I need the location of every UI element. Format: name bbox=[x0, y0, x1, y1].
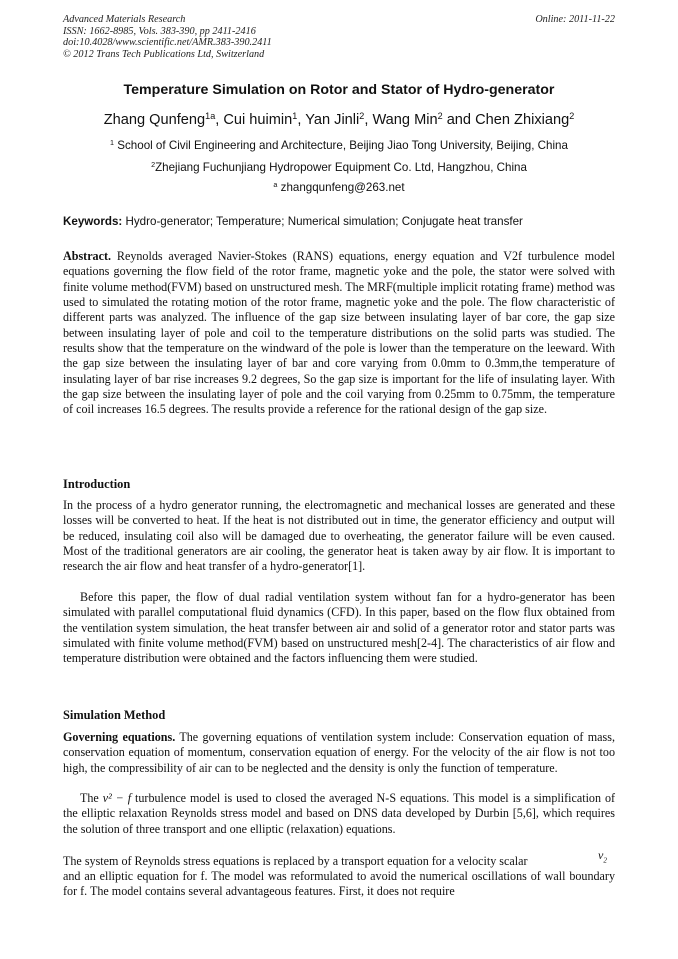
v2f-model-symbol: v² − f bbox=[102, 791, 132, 805]
issn-line: ISSN: 1662-8985, Vols. 383-390, pp 2411-2416 bbox=[63, 25, 256, 37]
turbulence-paragraph-start: The bbox=[80, 791, 99, 805]
author-sup: 2 bbox=[359, 111, 365, 122]
abstract-text: Reynolds averaged Navier-Stokes (RANS) equations, energy equation and V2f turbulence model equations governing the flow field of the rotor frame, magnetic yoke and the pole, the stator were solved with finite volume method(FVM) based on unstructured mesh. The MRF(multiple implicit rotating frame) method was used to simulated the rotating motion of the rotor frame, magnetic yoke and the pole. The flow characteristic of different parts was analyzed. The influence of the gap size between insulating layer of bar core, the gap size between insulating layer of pole and coil to the temperature distributions on the solid parts was studied. The results show that the temperature on the windward of the pole is lower than the temperature on the leeward. With the gap size between the insulating layer of bar and core varying from 0.0mm to 0.3mm,the temperature of insulating layer of bar rise increases 9.2 degrees, So the gap size is important for the life of insulating layer. With the gap size between the insulating layer of pole and the coil varying from 0.25mm to 0.75mm, the temperature of coil increases 16.5 degrees. The results provide a reference for the rational design of the gap size. bbox=[63, 249, 615, 417]
author-sup: 1 bbox=[292, 111, 298, 122]
online-date: Online: 2011-11-22 bbox=[535, 14, 615, 25]
author-separator: and bbox=[442, 112, 476, 128]
copyright-line: © 2012 Trans Tech Publications Ltd, Switzerland bbox=[63, 48, 265, 60]
journal-name: Advanced Materials Research bbox=[63, 14, 186, 25]
author-sup: 2 bbox=[569, 111, 575, 122]
paper-title: Temperature Simulation on Rotor and Stator of Hydro-generator bbox=[123, 82, 555, 98]
governing-equations-label: Governing equations. bbox=[63, 730, 176, 744]
v2-subscript: 2 bbox=[603, 856, 607, 865]
author-name: Chen Zhixiang bbox=[475, 112, 570, 128]
v2-symbol: v bbox=[598, 848, 604, 862]
keywords-text: Hydro-generator; Temperature; Numerical simulation; Conjugate heat transfer bbox=[125, 215, 523, 228]
author-separator: , bbox=[364, 112, 373, 128]
author-name: Yan Jinli bbox=[305, 112, 360, 128]
author-name: Wang Min bbox=[372, 112, 438, 128]
abstract-label: Abstract. bbox=[63, 249, 112, 263]
v2-scalar-symbol bbox=[598, 848, 607, 864]
email-sup: a bbox=[273, 180, 278, 190]
governing-equations-text: The governing equations of ventilation system include: Conservation equation of mass, conservation equation of momentum, conservation equation of energy. For the velocity of the air flow is not too high, the compressibility of air can to be neglected and the density is only the function of temperature. bbox=[63, 730, 615, 775]
author-email bbox=[63, 181, 615, 194]
author-list bbox=[40, 112, 638, 128]
author-sup: 1a bbox=[205, 111, 216, 122]
affiliation-2 bbox=[63, 161, 615, 174]
doi-line: doi:10.4028/www.scientific.net/AMR.383-390.2411 bbox=[63, 37, 272, 49]
author-separator: , bbox=[297, 112, 306, 128]
author-sup: 2 bbox=[437, 111, 443, 122]
email-text: zhangqunfeng@263.net bbox=[280, 181, 405, 194]
author-name: Cui huimin bbox=[223, 112, 293, 128]
introduction-heading: Introduction bbox=[63, 477, 131, 491]
keywords bbox=[63, 215, 623, 228]
turbulence-model-paragraph bbox=[63, 791, 615, 837]
author-separator: , bbox=[215, 112, 224, 128]
introduction-paragraph-1: In the process of a hydro generator running, the electromagnetic and mechanical losses are generated and these losses will be converted to heat. If the heat is not distributed out in time, the generator efficiency and output will be reduced, insulating coil also will be damaged due to overheating, the generator failure will be even caused. Most of the traditional generators are air cooling, the generator heat is taken away by air flow. It is important to research the air flow and heat transfer of a hydro-generator[1]. bbox=[63, 498, 615, 574]
journal-header bbox=[63, 14, 615, 60]
governing-equations-paragraph bbox=[63, 730, 615, 776]
affiliation-text: Zhejiang Fuchunjiang Hydropower Equipment Co. Ltd, Hangzhou, China bbox=[155, 161, 527, 174]
affiliation-sup: 1 bbox=[110, 138, 115, 148]
reynolds-stress-paragraph: The system of Reynolds stress equations is replaced by a transport equation for a velocity scalar bbox=[63, 854, 528, 868]
author-name: Zhang Qunfeng bbox=[103, 112, 206, 128]
elliptic-equation-paragraph: and an elliptic equation for f. The model was reformulated to avoid the numerical oscillations of wall boundary for f. The model contains several advantageous features. First, it does not require bbox=[63, 869, 615, 899]
introduction-paragraph-2: Before this paper, the flow of dual radial ventilation system without fan for a hydro-generator has been simulated with parallel computational fluid dynamics (CFD). In this paper, based on the flow flux obtained from the ventilation system simulation, the heat transfer between air and solid of a generator rotor and stator parts was simulated with finite volume method(FVM) based on unstructured mesh[2-4]. The characteristics of air flow and temperature distribution were obtained and the factors influencing them were studied. bbox=[63, 590, 615, 666]
turbulence-paragraph-text: turbulence model is used to closed the averaged N-S equations. This model is a simplification of the elliptic relaxation Reynolds stress model and based on DNS data developed by Durbin [5,6], which requires the solution of three transport and one elliptic (relaxation) equations. bbox=[63, 791, 616, 836]
affiliation-sup: 2 bbox=[151, 160, 156, 170]
simulation-method-heading: Simulation Method bbox=[63, 708, 166, 722]
affiliation-1 bbox=[63, 139, 615, 152]
abstract bbox=[63, 249, 615, 418]
affiliation-text: School of Civil Engineering and Architecture, Beijing Jiao Tong University, Beijing, China bbox=[117, 139, 568, 152]
keywords-label: Keywords: bbox=[63, 215, 123, 228]
